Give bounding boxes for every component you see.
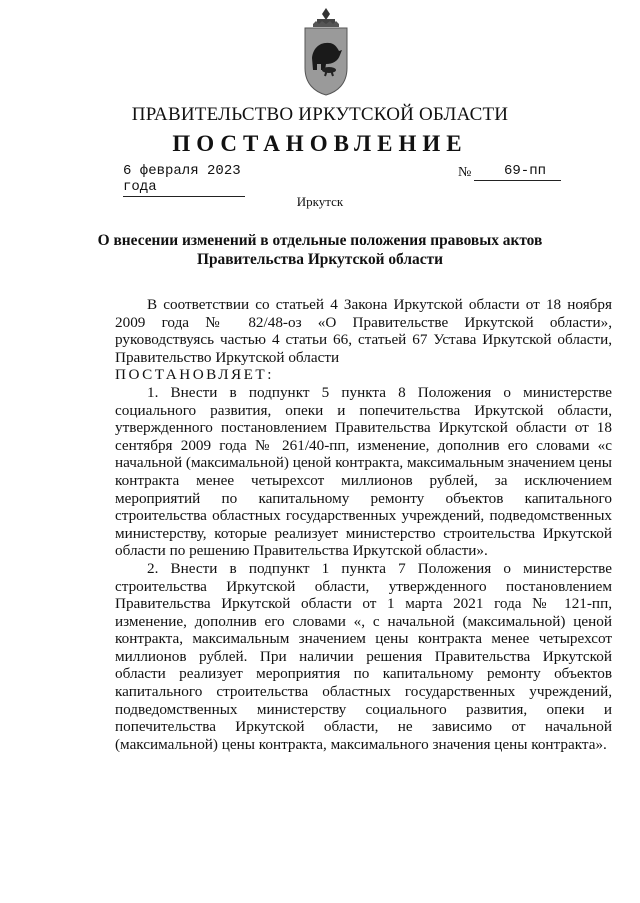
document-number: 69-пп xyxy=(474,163,561,181)
document-type: ПОСТАНОВЛЕНИЕ xyxy=(172,131,468,156)
number-sign: № xyxy=(458,165,472,180)
document-date: 6 февраля 2023 года xyxy=(123,163,245,197)
title-line-2: Правительства Иркутской области xyxy=(197,251,443,268)
coat-of-arms-icon xyxy=(303,6,349,96)
decree-word: ПОСТАНОВЛЯЕТ: xyxy=(115,366,274,384)
organization-name: ПРАВИТЕЛЬСТВО ИРКУТСКОЙ ОБЛАСТИ xyxy=(131,104,509,125)
city-name: Иркутск xyxy=(296,194,344,209)
document-title xyxy=(80,231,560,269)
preamble-paragraph: В соответствии со статьей 4 Закона Иркутской области от 18 ноября 2009 года № 82/48-оз «О Правительстве Иркутской области», руководствуясь частью 4 статьи 66, статьей 67 Устава Иркутской области, Правительство Иркутской области xyxy=(115,296,612,366)
item-2-paragraph: 2. Внести в подпункт 1 пункта 7 Положения о министерстве строительства Иркутской области, утвержденного постановлением Правительства Иркутской области от 1 марта 2021 года № 121-пп, изменение, дополнив его словами «, с начальной (максимальной) ценой контракта, максимальным значением цены контракта менее четырехсот миллионов рублей. При наличии решения Правительства Иркутской области реализует мероприятия по капитальному ремонту объектов капитального строительства областных государственных учреждений, подведомственных министерству социального развития, опеки и попечительства Иркутской области, не зависимо от начальной (максимальной) цены контракта, максимального значения цены контракта». xyxy=(115,559,612,753)
document-body xyxy=(115,296,612,753)
title-line-1: О внесении изменений в отдельные положения правовых актов xyxy=(97,232,543,249)
item-1-paragraph: 1. Внести в подпункт 5 пункта 8 Положения о министерстве социального развития, опеки и попечительства Иркутской области, утвержденного постановлением Правительства Иркутской области от 18 сентября 2009 года № 261/40-пп, изменение, дополнив его словами «с начальной (максимальной) ценой контракта, максимальным значением цены контракта менее четырехсот миллионов рублей, за исключением мероприятий по капитальному ремонту объектов капитального строительства областных государственных учреждений, подведомственных министерству, которые реализует министерство строительства Иркутской области по решению Правительства Иркутской области». xyxy=(115,383,613,560)
